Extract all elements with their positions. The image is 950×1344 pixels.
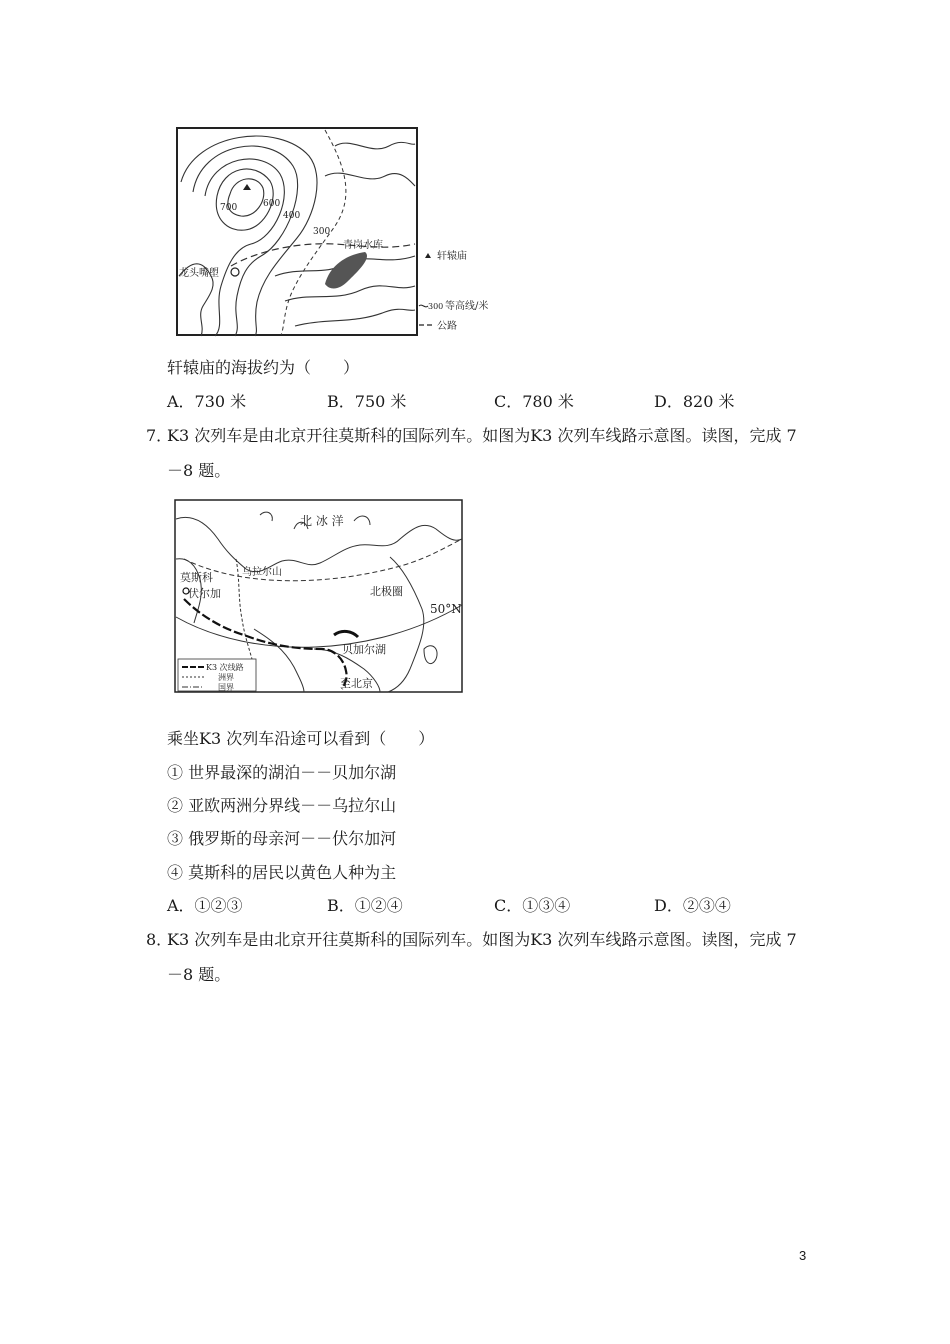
reservoir-label: 青岗水库	[343, 240, 383, 251]
q6-option-d: D．820 米	[654, 392, 735, 411]
legend-contour-value: 300	[428, 302, 444, 311]
legend-road: 公路	[437, 321, 457, 332]
q7-option-a: A．①②③	[167, 896, 243, 915]
baikal-label: 贝加尔湖	[342, 643, 386, 656]
moscow-label: 莫斯科	[180, 571, 213, 584]
arctic-ocean-label: 北 冰 洋	[300, 514, 344, 528]
longtou-label: 龙头嘴塱	[179, 268, 219, 279]
q8-number: 8．	[146, 930, 173, 949]
q7-statement-1: ① 世界最深的湖泊－－贝加尔湖	[167, 763, 397, 782]
q7-stem-line1: K3 次列车是由北京开往莫斯科的国际列车。如图为K3 次列车线路示意图。读图，完成 7	[167, 426, 797, 445]
q8-stem-line2: －8 题。	[167, 965, 231, 984]
to-beijing-label: 至北京	[340, 677, 373, 690]
legend-k3-route: K3 次线路	[206, 663, 244, 672]
q7-stem-line2: －8 题。	[167, 461, 231, 480]
legend-temple: 轩辕庙	[437, 251, 467, 262]
contour-label-600: 600	[263, 199, 281, 209]
contour-label-700: 700	[220, 203, 238, 213]
arctic-circle-label: 北极圈	[370, 585, 403, 598]
q6-option-b: B．750 米	[327, 392, 407, 411]
legend-continent-boundary: 洲界	[218, 673, 234, 682]
contour-label-400: 400	[283, 211, 301, 221]
q7-statement-3: ③ 俄罗斯的母亲河－－伏尔加河	[167, 829, 397, 848]
legend-national-boundary: 国界	[218, 683, 234, 692]
q7-number: 7．	[146, 426, 173, 445]
q6-stem: 轩辕庙的海拔约为（ ）	[167, 358, 360, 377]
volga-label: 伏尔加	[188, 587, 221, 600]
latitude-50n-label: 50°N	[430, 602, 462, 616]
q7-option-c: C．①③④	[494, 896, 571, 915]
q7-statement-2: ② 亚欧两洲分界线－－乌拉尔山	[167, 796, 397, 815]
q8-stem-line1: K3 次列车是由北京开往莫斯科的国际列车。如图为K3 次列车线路示意图。读图，完成 7	[167, 930, 797, 949]
contour-map-figure	[175, 126, 510, 338]
railway-route-map-figure	[174, 499, 463, 693]
q7-statement-4: ④ 莫斯科的居民以黄色人种为主	[167, 863, 397, 882]
legend-contour: 等高线/米	[445, 301, 489, 312]
q7-option-b: B．①②④	[327, 896, 403, 915]
q6-option-a: A．730 米	[167, 392, 247, 411]
contour-label-300: 300	[313, 227, 331, 237]
q7-question: 乘坐K3 次列车沿途可以看到（ ）	[167, 729, 435, 748]
q7-option-d: D．②③④	[654, 896, 731, 915]
q6-option-c: C．780 米	[494, 392, 574, 411]
ural-label: 乌拉尔山	[242, 567, 282, 578]
page-number: 3	[799, 1248, 807, 1263]
